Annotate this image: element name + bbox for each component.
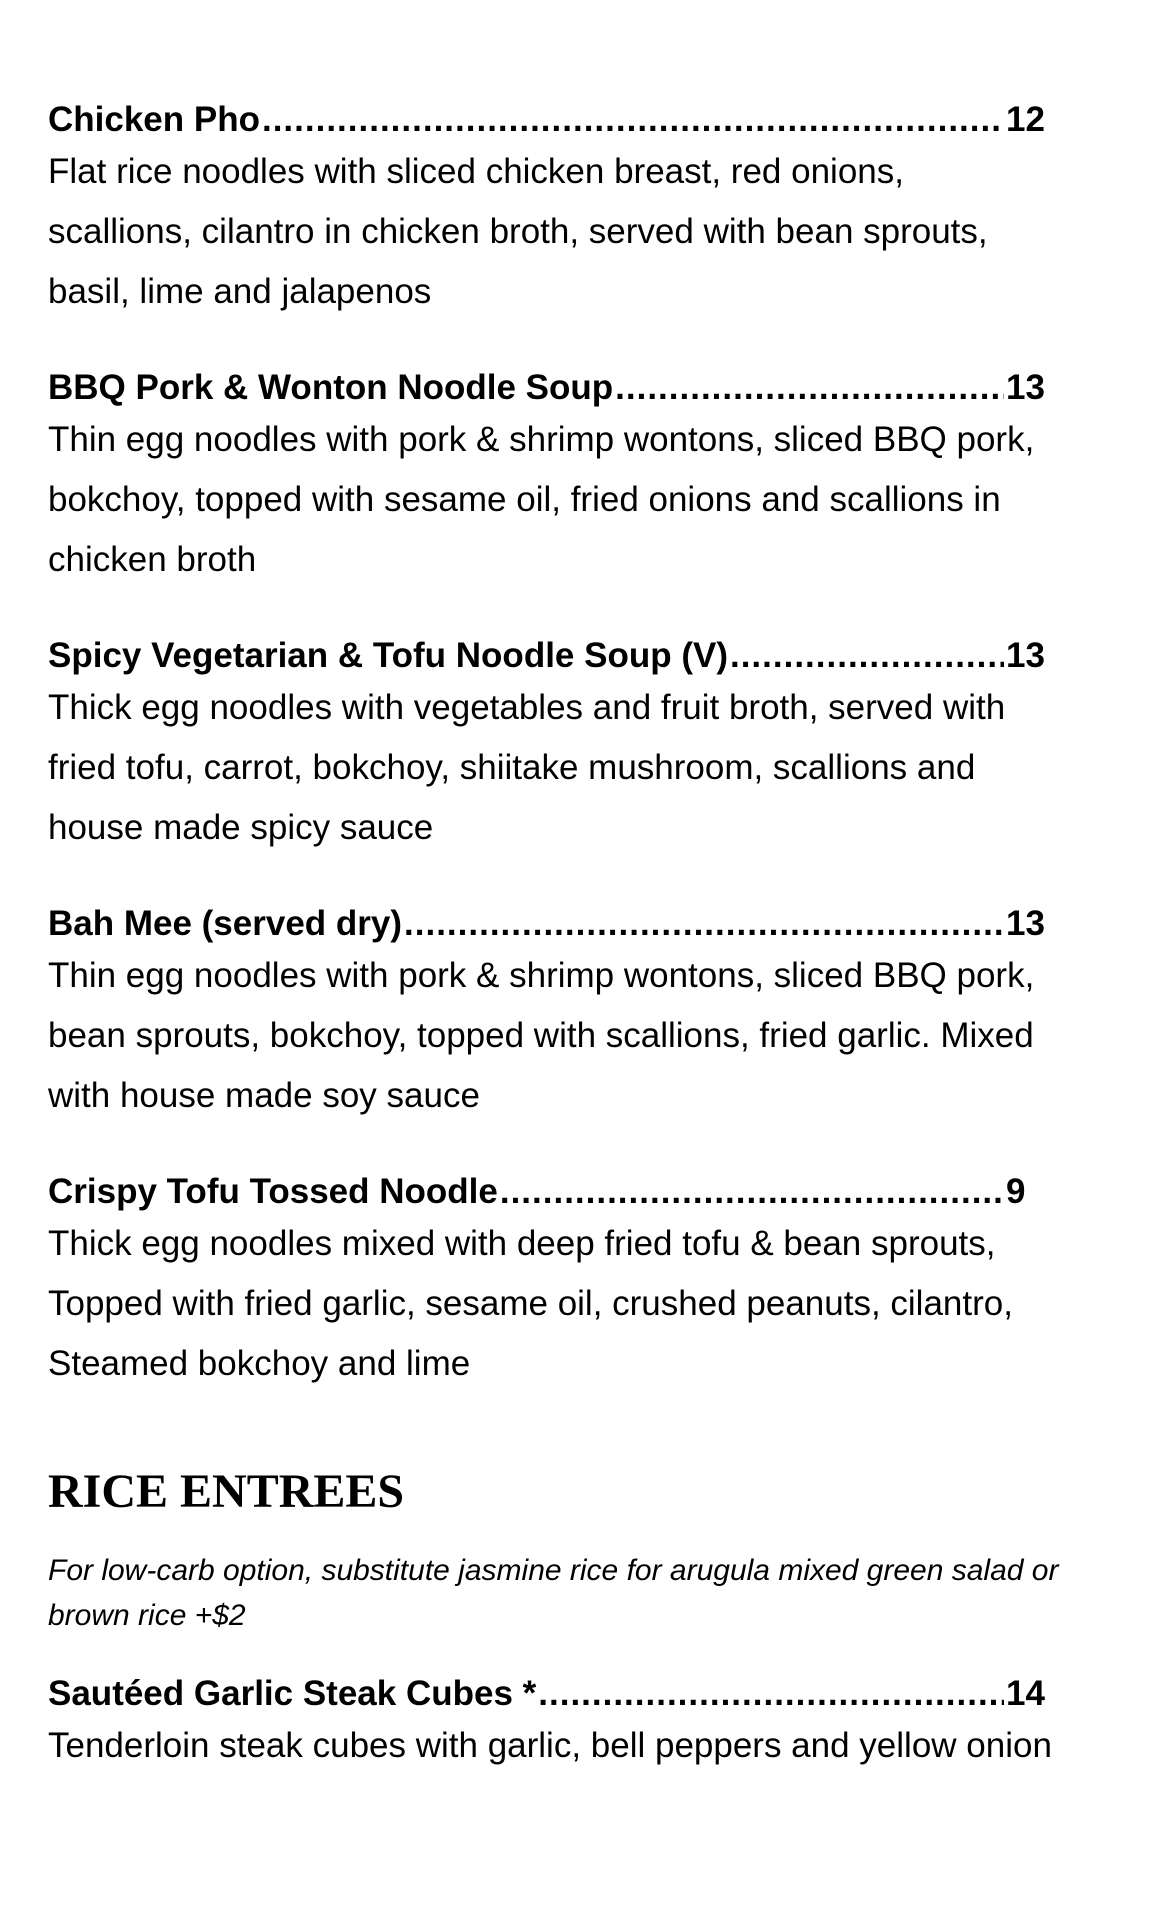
menu-item-header: [48, 1170, 1048, 1214]
menu-item-header: [48, 98, 1048, 142]
menu-item-name: Chicken Pho: [48, 100, 260, 139]
menu-item-price: 14: [1006, 1674, 1045, 1713]
menu-item-description: Thin egg noodles with pork & shrimp wontons, sliced BBQ pork, bokchoy, topped with sesame oil, fried onions and scallions in chicken broth: [48, 420, 1035, 579]
dot-leader: [730, 634, 1004, 678]
menu-item-header: [48, 1672, 1048, 1716]
menu-item: [48, 98, 1052, 322]
menu-item-header: [48, 902, 1048, 946]
dot-leader: [404, 902, 1004, 946]
menu-item-name: Spicy Vegetarian & Tofu Noodle Soup (V): [48, 636, 728, 675]
menu-item-name: Crispy Tofu Tossed Noodle: [48, 1172, 498, 1211]
menu-item-price: 13: [1006, 368, 1045, 407]
menu-item-price: 9: [1006, 1172, 1026, 1211]
menu-item: [48, 366, 1052, 590]
menu-item-price: 13: [1006, 636, 1045, 675]
menu-item-description: Flat rice noodles with sliced chicken breast, red onions, scallions, cilantro in chicken broth, served with bean sprouts, basil, lime and jalapenos: [48, 152, 988, 311]
menu-item-name: Sautéed Garlic Steak Cubes *: [48, 1674, 537, 1713]
dot-leader: [262, 98, 1004, 142]
menu-item-name: BBQ Pork & Wonton Noodle Soup: [48, 368, 614, 407]
menu-item-name: Bah Mee (served dry): [48, 904, 403, 943]
menu-item-price: 13: [1006, 904, 1045, 943]
rice-entree-items: [48, 1672, 1052, 1776]
section-title: RICE ENTREES: [48, 1465, 405, 1518]
dot-leader: [538, 1672, 1004, 1716]
menu-item: [48, 634, 1052, 858]
menu-item-description: Thin egg noodles with pork & shrimp wontons, sliced BBQ pork, bean sprouts, bokchoy, topped with scallions, fried garlic. Mixed with house made soy sauce: [48, 956, 1035, 1115]
menu-item: [48, 1672, 1052, 1776]
menu-item-header: [48, 634, 1048, 678]
dot-leader: [615, 366, 1004, 410]
menu-item-description: Thick egg noodles with vegetables and fruit broth, served with fried tofu, carrot, bokchoy, shiitake mushroom, scallions and house made spicy sauce: [48, 688, 1006, 847]
section-note: For low-carb option, substitute jasmine rice for arugula mixed green salad or brown rice +$2: [48, 1554, 1059, 1632]
menu-item-header: [48, 366, 1048, 410]
menu-item-description: Tenderloin steak cubes with garlic, bell peppers and yellow onion: [48, 1726, 1052, 1765]
menu-item: [48, 1170, 1052, 1394]
menu-item-price: 12: [1006, 100, 1045, 139]
menu-item: [48, 902, 1052, 1126]
menu-page: [48, 98, 1059, 1776]
dot-leader: [500, 1170, 1004, 1214]
noodle-items: [48, 98, 1052, 1394]
menu-item-description: Thick egg noodles mixed with deep fried tofu & bean sprouts, Topped with fried garlic, sesame oil, crushed peanuts, cilantro, Steamed bokchoy and lime: [48, 1224, 1013, 1383]
